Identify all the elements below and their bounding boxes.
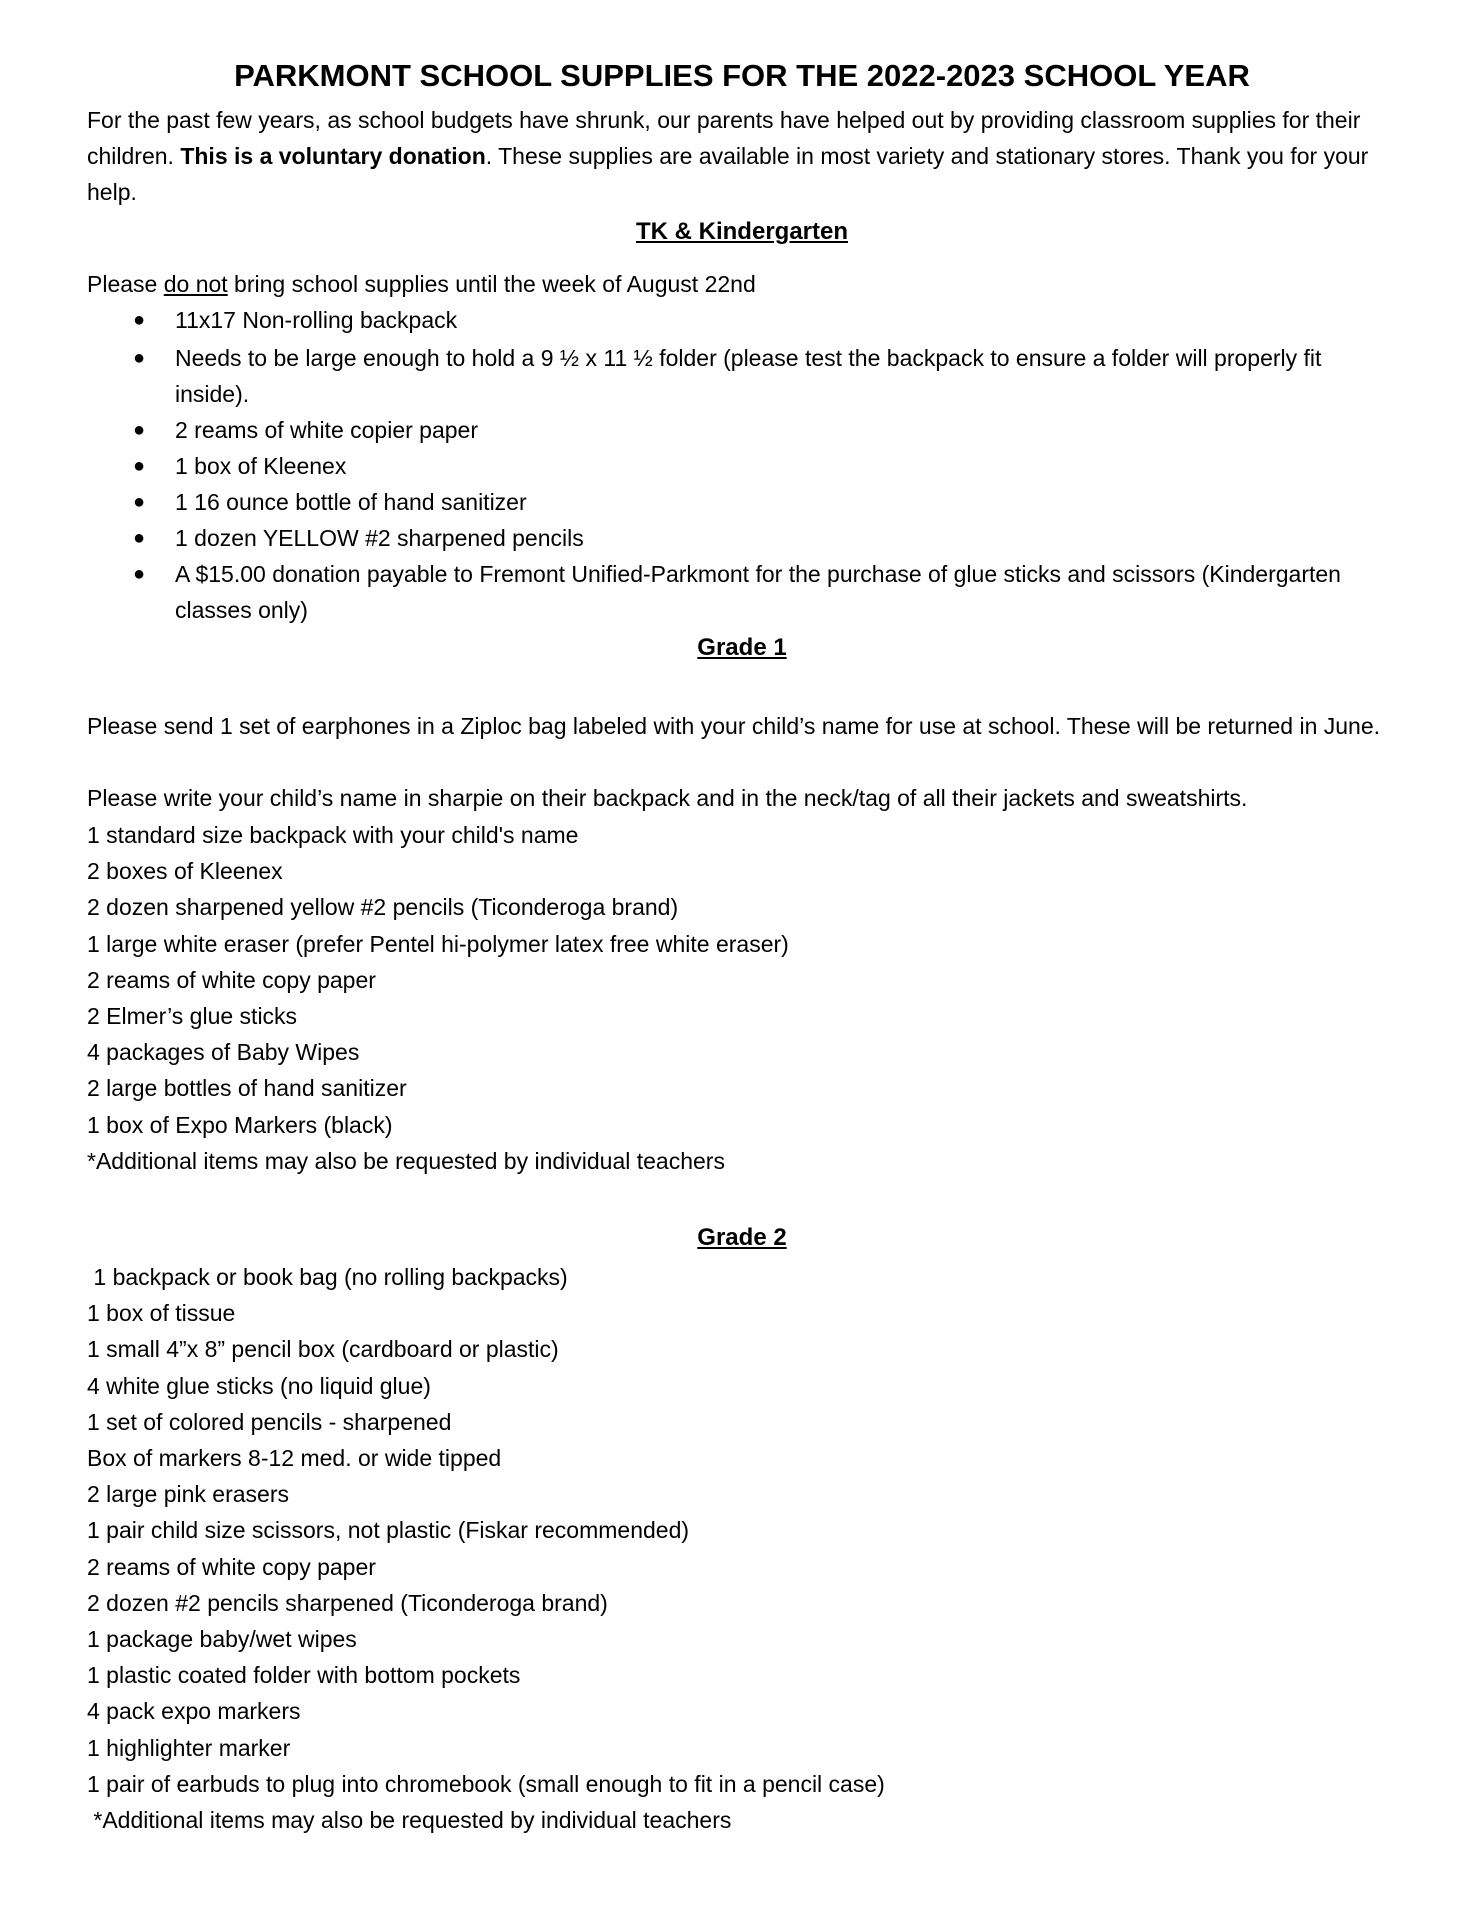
- list-item: 1 pair of earbuds to plug into chromebook (small enough to fit in a pencil case): [87, 1770, 885, 1797]
- tk-note-end: bring school supplies until the week of August 22nd: [227, 271, 756, 297]
- list-item: 2 boxes of Kleenex: [87, 858, 283, 885]
- list-item: ● 1 16 ounce bottle of hand sanitizer: [0, 484, 1395, 520]
- list-item: ● Needs to be large enough to hold a 9 ½ x 11 ½ folder (please test the backpack to ensure a folder will properly fit inside).: [0, 340, 1395, 412]
- list-item: ● 11x17 Non-rolling backpack: [0, 302, 1395, 338]
- list-item: ● 2 reams of white copier paper: [0, 412, 1395, 448]
- list-item: ● 1 dozen YELLOW #2 sharpened pencils: [0, 520, 1395, 556]
- bullet-icon: ●: [133, 419, 146, 441]
- list-item: 1 standard size backpack with your child's name: [87, 822, 579, 848]
- list-item: *Additional items may also be requested by individual teachers: [87, 1807, 732, 1834]
- list-item: 2 dozen sharpened yellow #2 pencils (Ticonderoga brand): [87, 894, 679, 921]
- grade-2-supply-list: [87, 1259, 1397, 1838]
- intro-text-end: . These supplies are available in most variety and stationary stores. Thank you for your help.: [87, 143, 1369, 205]
- page-title: PARKMONT SCHOOL SUPPLIES FOR THE 2022-2023 SCHOOL YEAR: [234, 58, 1250, 93]
- tk-note: [87, 266, 1397, 302]
- list-item: 4 packages of Baby Wipes: [87, 1039, 360, 1066]
- list-item: ● 1 box of Kleenex: [0, 448, 1395, 484]
- list-item: 1 package baby/wet wipes: [87, 1626, 357, 1653]
- grade-2-heading: Grade 2: [697, 1224, 787, 1251]
- list-item: 4 white glue sticks (no liquid glue): [87, 1372, 431, 1399]
- tk-note-start: Please: [87, 271, 164, 297]
- list-item: Box of markers 8-12 med. or wide tipped: [87, 1445, 502, 1472]
- list-item: 2 Elmer’s glue sticks: [87, 1003, 298, 1030]
- list-item: 2 large bottles of hand sanitizer: [87, 1075, 407, 1102]
- bullet-icon: ●: [133, 563, 146, 585]
- bullet-icon: ●: [133, 455, 146, 477]
- grade-1-note-names: Please write your child’s name in sharpie on their backpack and in the neck/tag of all their jackets and sweatshirts.: [87, 785, 1248, 811]
- grade-1-supply-list: [87, 817, 1397, 1179]
- list-item: 1 backpack or book bag (no rolling backpacks): [87, 1264, 568, 1290]
- list-item: 4 pack expo markers: [87, 1698, 301, 1725]
- list-item: 1 small 4”x 8” pencil box (cardboard or plastic): [87, 1336, 559, 1363]
- bullet-icon: ●: [133, 491, 146, 513]
- intro-bold-text: This is a voluntary donation: [180, 143, 486, 169]
- tk-note-underlined: do not: [163, 271, 228, 297]
- list-item: 1 pair child size scissors, not plastic (Fiskar recommended): [87, 1517, 690, 1544]
- tk-kindergarten-heading: TK & Kindergarten: [635, 218, 848, 245]
- list-item: 1 box of Expo Markers (black): [87, 1111, 393, 1138]
- grade-1-heading: Grade 1: [697, 634, 787, 661]
- intro-text-start: For the past few years, as school budgets have shrunk, our parents have helped out by providing classroom supplies for their children.: [87, 107, 1361, 169]
- list-item: 1 large white eraser (prefer Pentel hi-polymer latex free white eraser): [87, 930, 789, 957]
- list-item: 2 large pink erasers: [87, 1481, 289, 1508]
- list-item: 1 set of colored pencils - sharpened: [87, 1408, 452, 1435]
- list-item: 2 reams of white copy paper: [87, 1553, 376, 1580]
- bullet-icon: ●: [133, 527, 146, 549]
- grade-1-note-earphones: Please send 1 set of earphones in a Ziploc bag labeled with your child’s name for use at school. These will be returned in June.: [87, 713, 1381, 739]
- list-item: 1 box of tissue: [87, 1300, 236, 1327]
- tk-supply-list: [0, 302, 1484, 628]
- list-item: ● A $15.00 donation payable to Fremont Unified-Parkmont for the purchase of glue sticks and scissors (Kindergarten classes only): [0, 556, 1395, 628]
- bullet-icon: ●: [133, 347, 146, 369]
- intro-paragraph: [87, 102, 1397, 210]
- list-item: *Additional items may also be requested by individual teachers: [87, 1147, 725, 1174]
- list-item: 2 reams of white copy paper: [87, 966, 376, 993]
- list-item: 1 highlighter marker: [87, 1734, 291, 1761]
- list-item: 2 dozen #2 pencils sharpened (Ticonderoga brand): [87, 1589, 608, 1616]
- list-item: 1 plastic coated folder with bottom pockets: [87, 1662, 521, 1689]
- bullet-icon: ●: [133, 309, 146, 331]
